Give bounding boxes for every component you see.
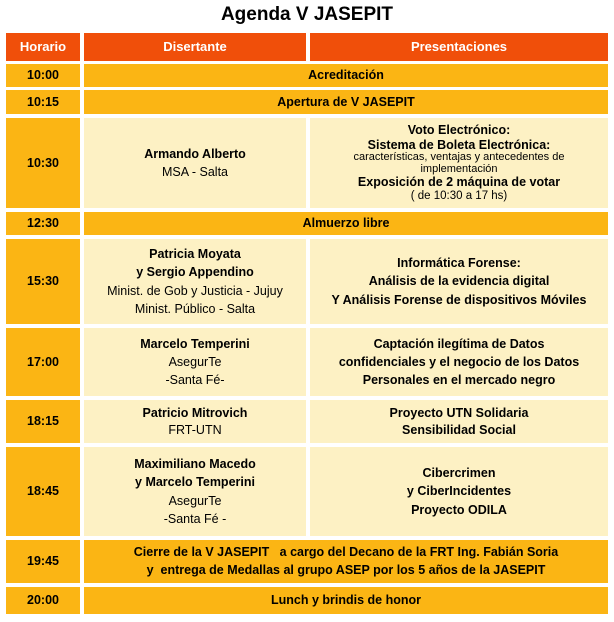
header-time: Horario xyxy=(6,33,80,61)
span-cell: Almuerzo libre xyxy=(84,212,608,235)
presentation-line: ( de 10:30 a 17 hs) xyxy=(410,189,508,202)
presentation-line: Personales en el mercado negro xyxy=(362,373,556,388)
time-cell: 15:30 xyxy=(6,239,80,324)
presentation-cell xyxy=(310,118,608,208)
speaker-affiliation: Minist. de Gob y Justicia - Jujuy xyxy=(107,283,283,298)
speaker-affiliation: -Santa Fé - xyxy=(163,511,227,526)
presentation-line: Informática Forense: xyxy=(397,256,521,271)
presentation-cell xyxy=(310,400,608,443)
presentation-line: Exposición de 2 máquina de votar xyxy=(357,175,561,190)
speaker-name: Armando Alberto xyxy=(144,146,246,161)
span-cell: Lunch y brindis de honor xyxy=(84,587,608,614)
speaker-cell xyxy=(84,239,306,324)
time-cell: 10:15 xyxy=(6,90,80,114)
time-cell: 17:00 xyxy=(6,328,80,396)
presentation-line: Sensibilidad Social xyxy=(402,422,516,437)
speaker-affiliation: AsegurTe xyxy=(168,354,222,369)
speaker-cell xyxy=(84,400,306,443)
presentation-line: Sistema de Boleta Electrónica: xyxy=(367,137,551,152)
presentation-line: Análisis de la evidencia digital xyxy=(368,274,550,289)
speaker-affiliation: Minist. Público - Salta xyxy=(134,301,256,316)
presentation-line: Y Análisis Forense de dispositivos Móviles xyxy=(331,292,587,307)
speaker-name: Patricio Mitrovich xyxy=(142,406,248,421)
speaker-cell xyxy=(84,118,306,208)
speaker-name: Patricia Moyata xyxy=(149,247,241,262)
speaker-affiliation: FRT-UTN xyxy=(168,422,222,437)
time-cell: 18:45 xyxy=(6,447,80,536)
speaker-cell xyxy=(84,447,306,536)
speaker-name: y Marcelo Temperini xyxy=(135,475,255,490)
presentation-cell xyxy=(310,239,608,324)
span-cell: Apertura de V JASEPIT xyxy=(84,90,608,114)
presentation-line: Proyecto UTN Solidaria xyxy=(389,406,529,421)
time-cell: 10:30 xyxy=(6,118,80,208)
time-cell: 12:30 xyxy=(6,212,80,235)
time-cell: 10:00 xyxy=(6,64,80,87)
closing-line: y entrega de Medallas al grupo ASEP por los 5 años de la JASEPIT xyxy=(146,562,546,577)
presentation-cell xyxy=(310,328,608,396)
presentation-line: Proyecto ODILA xyxy=(411,502,507,517)
time-cell: 18:15 xyxy=(6,400,80,443)
speaker-name: Marcelo Temperini xyxy=(140,336,250,351)
presentation-line: Voto Electrónico: xyxy=(407,123,511,138)
speaker-affiliation: MSA - Salta xyxy=(162,165,228,179)
presentation-cell xyxy=(310,447,608,536)
speaker-affiliation: AsegurTe xyxy=(168,493,222,508)
header-presentation: Presentaciones xyxy=(310,33,608,61)
presentation-line: características, ventajas y antecedentes de implementación xyxy=(353,151,565,175)
presentation-line: Captación ilegítima de Datos xyxy=(373,336,545,351)
time-cell: 19:45 xyxy=(6,540,80,583)
speaker-cell xyxy=(84,328,306,396)
speaker-name: Maximiliano Macedo xyxy=(134,457,256,472)
span-cell: Acreditación xyxy=(84,64,608,87)
closing-line: Cierre de la V JASEPIT a cargo del Decano de la FRT Ing. Fabián Soria xyxy=(133,545,559,559)
header-speaker: Disertante xyxy=(84,33,306,61)
closing-cell xyxy=(84,540,608,583)
agenda-title: Agenda V JASEPIT xyxy=(220,4,394,25)
presentation-line: y CiberIncidentes xyxy=(406,484,512,499)
presentation-line: Cibercrimen xyxy=(422,466,496,481)
speaker-name: y Sergio Appendino xyxy=(136,265,254,280)
presentation-line: confidenciales y el negocio de los Datos xyxy=(338,354,580,369)
time-cell: 20:00 xyxy=(6,587,80,614)
speaker-affiliation: -Santa Fé- xyxy=(165,373,225,388)
